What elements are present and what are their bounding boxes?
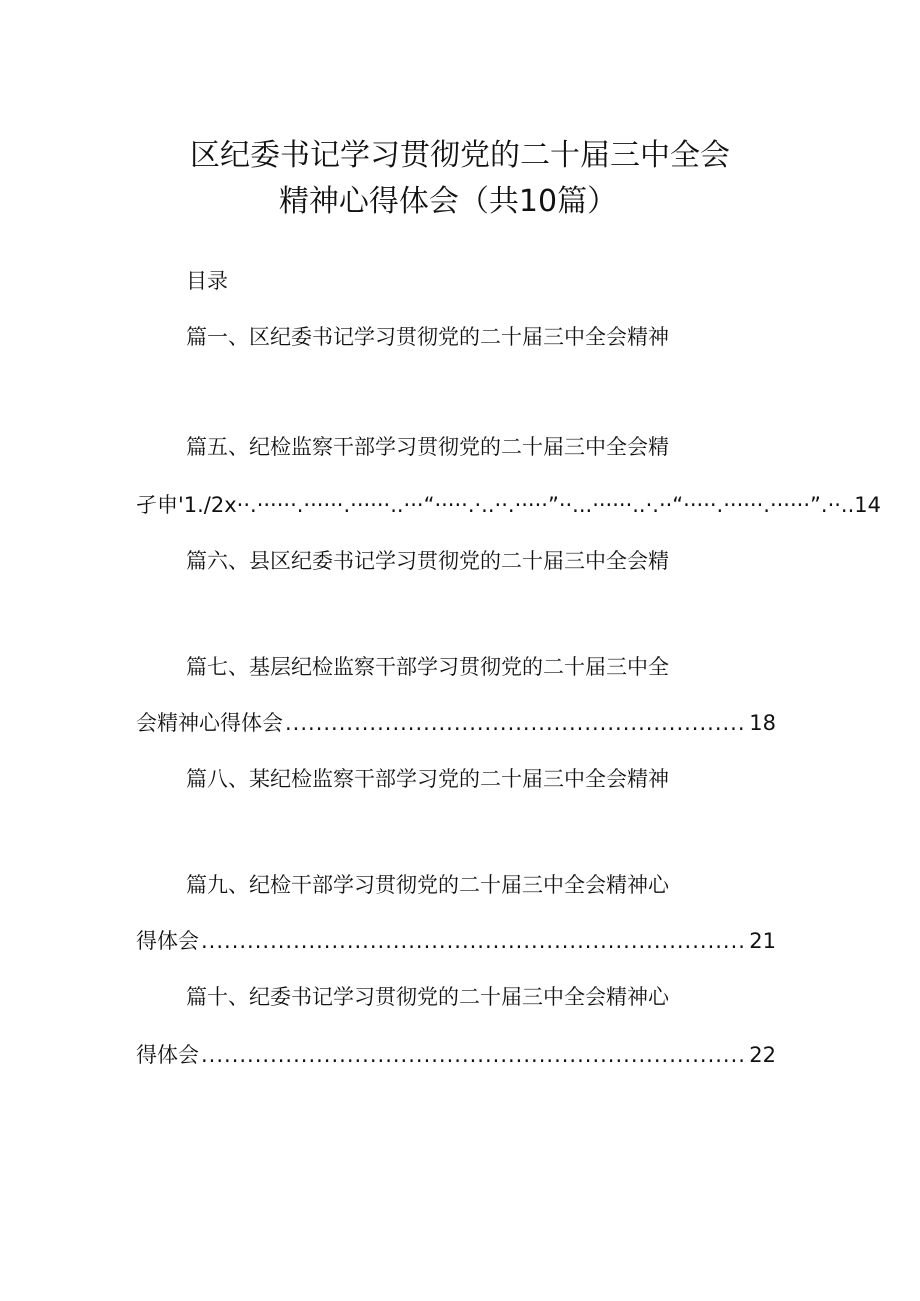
- toc-entry-7-page-number: 18: [749, 711, 776, 735]
- toc-entry-6[interactable]: 篇六、县区纪委书记学习贯彻党的二十届三中全会精: [186, 549, 669, 573]
- toc-entry-5[interactable]: 篇五、纪检监察干部学习贯彻党的二十届三中全会精: [186, 435, 669, 459]
- toc-entry-10-text: 得体会: [136, 1043, 199, 1067]
- toc-heading: 目录: [186, 269, 228, 293]
- toc-entry-7-text: 会精神心得体会: [136, 711, 283, 735]
- toc-dot-leader: [201, 926, 747, 956]
- toc-entry-9-page-number: 21: [749, 929, 776, 953]
- toc-entry-10-continuation[interactable]: [136, 1040, 776, 1070]
- toc-entry-10[interactable]: 篇十、纪委书记学习贯彻党的二十届三中全会精神心: [186, 985, 669, 1009]
- toc-entry-7-continuation[interactable]: [136, 708, 776, 738]
- toc-entry-5-continuation[interactable]: [136, 490, 881, 520]
- document-title-line-2: 精神心得体会（共10篇）: [278, 184, 618, 219]
- toc-entry-10-page-number: 22: [749, 1043, 776, 1067]
- toc-entry-8[interactable]: 篇八、某纪检监察干部学习党的二十届三中全会精神: [186, 767, 669, 791]
- toc-entry-9[interactable]: 篇九、纪检干部学习贯彻党的二十届三中全会精神心: [186, 873, 669, 897]
- toc-dot-leader: [201, 1040, 747, 1070]
- toc-entry-9-text: 得体会: [136, 929, 199, 953]
- toc-entry-1[interactable]: 篇一、区纪委书记学习贯彻党的二十届三中全会精神: [186, 325, 669, 349]
- toc-entry-7[interactable]: 篇七、基层纪检监察干部学习贯彻党的二十届三中全: [186, 655, 669, 679]
- toc-entry-5-garbled-leader: 孑申'1./2x··.······.······.······..···“·····.·..··.·····”··...······..·.··“·····.······.······”.··..14: [136, 493, 881, 517]
- document-title-line-1: 区纪委书记学习贯彻党的二十届三中全会: [190, 138, 730, 173]
- toc-entry-9-continuation[interactable]: [136, 926, 776, 956]
- toc-dot-leader: [285, 708, 747, 738]
